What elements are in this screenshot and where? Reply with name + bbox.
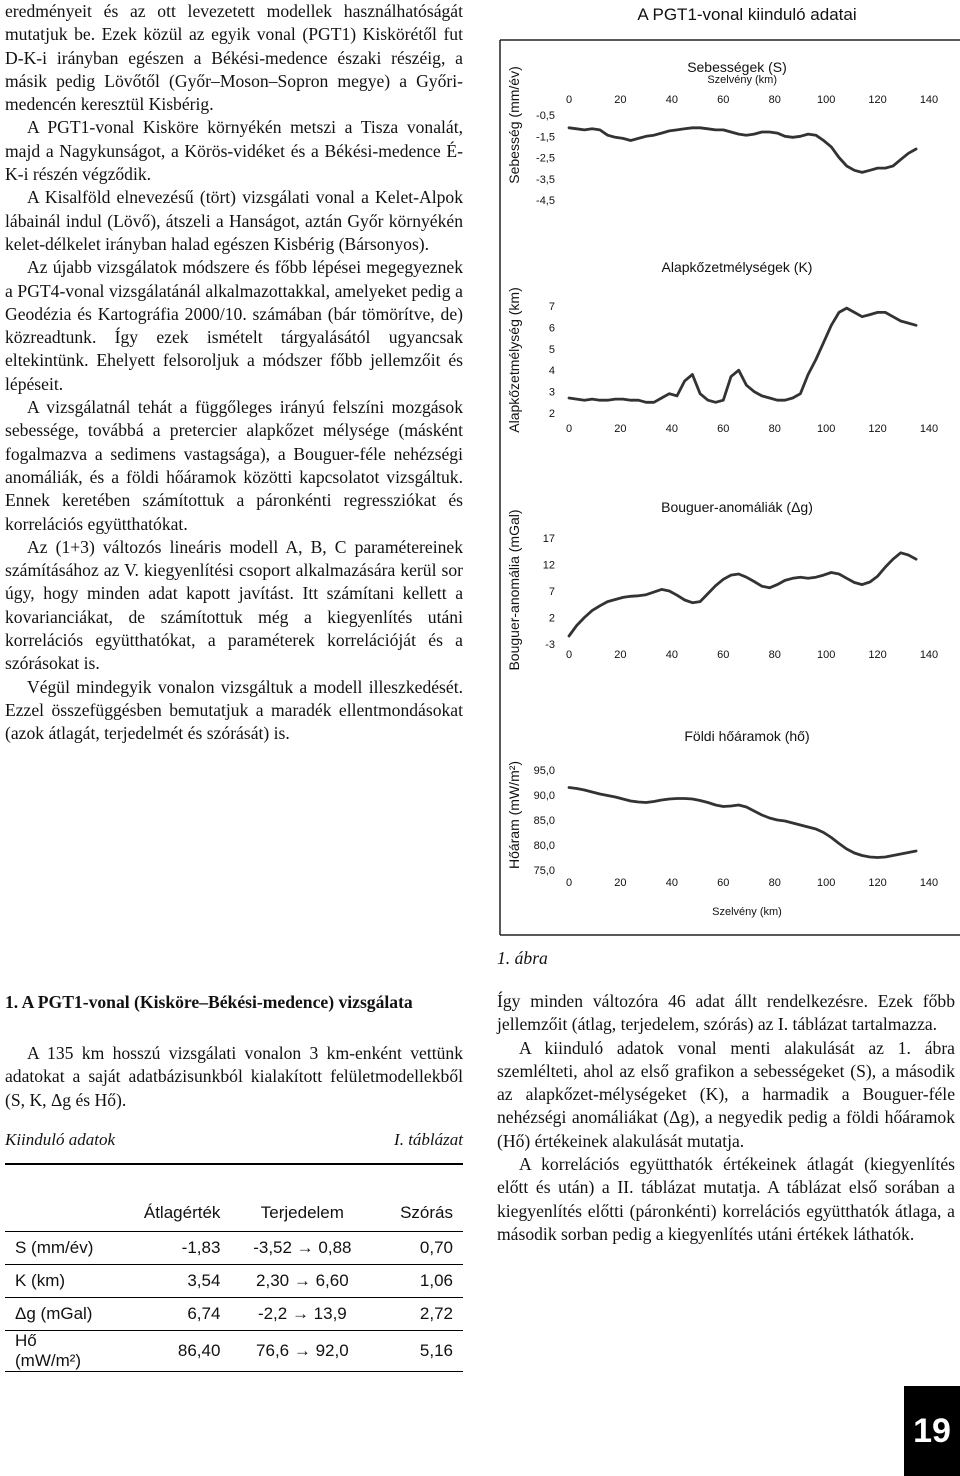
figure-1: [497, 0, 960, 940]
page-number: 19: [904, 1386, 960, 1476]
paragraph: Az újabb vizsgálatok módszere és főbb lépései megegyeznek a PGT4-vonal vizsgálatánál alkalmazottakkal, amelyeket pedig a Geodézia és Kartográfia 2000/10. számában (bár tömörítve, de) közreadtunk. Így ezek ismételt tárgyalásától ugyancsak eltekintünk. Ehelyett felsoroljuk a módszer főbb jellemzőit és lépéseit.: [5, 257, 463, 394]
table-cell: 6,74: [187, 1304, 221, 1323]
table-cell: 2,72: [419, 1304, 453, 1323]
chart-title: Sebességek (S): [687, 59, 787, 75]
table-header-cell: Terjedelem: [260, 1203, 344, 1222]
left-text-column: [5, 0, 463, 746]
table-cell: 1,06: [419, 1271, 453, 1290]
y-tick-label: 12: [542, 559, 555, 572]
table-row: [5, 1331, 463, 1372]
series-line: [569, 788, 916, 858]
table-row: [5, 1265, 463, 1298]
x-tick-label: 40: [665, 94, 678, 106]
x-tick-label: 60: [717, 94, 730, 106]
x-tick-label: 40: [665, 877, 678, 889]
table-cell: 5,16: [419, 1341, 453, 1360]
x-tick-label: 120: [868, 423, 887, 435]
x-tick-label: 40: [665, 423, 678, 435]
y-tick-label: -0,5: [536, 110, 555, 122]
x-tick-label: 60: [717, 423, 730, 435]
series-line: [569, 308, 916, 402]
x-tick-label: 80: [768, 877, 781, 889]
table-row: [5, 1298, 463, 1331]
y-tick-label: -3: [545, 639, 555, 651]
y-axis-label: Bouguer-anomália (mGal): [506, 509, 522, 671]
x-tick-label: 100: [816, 423, 836, 435]
y-axis-label: Hőáram (mW/m²): [506, 760, 522, 870]
x-tick-label: 20: [614, 423, 627, 435]
x-tick-label: 140: [919, 94, 939, 106]
x-tick-label: 80: [768, 649, 781, 661]
x-tick-label: 140: [919, 877, 939, 889]
table-cell: Δg (mGal): [15, 1304, 93, 1323]
table-row: [5, 1232, 463, 1265]
table-cell: 2,30 → 6,60: [256, 1271, 349, 1290]
section-heading: 1. A PGT1-vonal (Kisköre–Békési-medence) vizsgálata: [5, 992, 413, 1012]
chart-panels: [506, 59, 938, 889]
y-tick-label: 85,0: [533, 815, 555, 827]
paragraph: Az (1+3) változós lineáris modell A, B, C paramétereinek számításához az V. kiegyenlítési csoport alkalmazására kerül sor úgy, hogy minden adat kapott javítást. Itt számítani kellett a kovarianciákat, de számítottuk még a kiegyenlítés utáni korrelációs együtthatókat, a paraméterek korrelációját és a szórásokat is.: [5, 536, 463, 674]
x-tick-label: 100: [816, 94, 836, 106]
right-text-column: [497, 990, 955, 1246]
y-tick-label: 7: [548, 586, 555, 598]
table-cell: 76,6 → 92,0: [256, 1341, 349, 1360]
x-tick-label: 140: [919, 423, 939, 435]
table-cell: 0,70: [419, 1238, 453, 1257]
table-cell: S (mm/év): [15, 1238, 94, 1257]
table-caption-row: [5, 1130, 463, 1150]
x-tick-label: 20: [614, 877, 627, 889]
y-tick-label: 90,0: [533, 790, 555, 802]
y-tick-label: 6: [548, 322, 555, 335]
paragraph: A vizsgálatnál tehát a függőleges irányú felszíni mozgások sebessége, továbbá a pretercier alapkőzet mélysége (másként fogalmazva a sedimens vastagsága), a Bouguer-féle nehézségi anomáliák, és a földi hőáramok közötti kapcsolatot vizsgáltuk. Ennek keretében számítottuk a páronkénti regressziókat és korrelációs együtthatókat.: [5, 397, 463, 534]
x-tick-label: 140: [919, 649, 939, 661]
x-tick-label: 20: [614, 649, 627, 661]
y-tick-label: -3,5: [536, 173, 555, 186]
table-cell: 3,54: [187, 1271, 221, 1290]
y-tick-label: -4,5: [536, 195, 555, 207]
y-tick-label: 5: [548, 343, 555, 356]
x-tick-label: 60: [717, 649, 730, 661]
series-line: [569, 128, 916, 173]
x-tick-label: 80: [768, 423, 781, 435]
statistics-table: [5, 1163, 463, 1372]
table-cell: K (km): [15, 1271, 66, 1290]
chart-title: Földi hőáramok (hő): [684, 728, 810, 744]
table-cell: Hő (mW/m²): [15, 1331, 82, 1370]
y-tick-label: 2: [548, 408, 555, 420]
paragraph: Végül mindegyik vonalon vizsgáltuk a modell illeszkedését. Ezzel összefüggésben bemutatjuk a maradék ellentmondásokat (azok átlagát, terjedelmét és szórását) is.: [5, 676, 463, 744]
table-caption-left: Kiinduló adatok: [5, 1130, 116, 1149]
x-tick-label: 0: [565, 423, 573, 435]
table-header-cell: Átlagérték: [143, 1203, 221, 1222]
figure-label: 1. ábra: [497, 948, 548, 968]
y-tick-label: 17: [542, 533, 555, 545]
x-tick-label: 120: [868, 94, 887, 106]
y-tick-label: 7: [548, 301, 555, 313]
x-tick-label: 60: [717, 877, 730, 889]
y-axis-label: Alapkőzetmélység (km): [506, 287, 522, 433]
x-tick-label: 0: [565, 649, 573, 661]
x-unit-top: Szelvény (km): [707, 74, 777, 86]
x-tick-label: 0: [565, 94, 573, 106]
table-header-cell: [5, 1164, 113, 1232]
chart-title: Bouguer-anomáliák (Δg): [661, 499, 813, 515]
paragraph: A kiinduló adatok vonal menti alakulását az 1. ábra szemlélteti, ahol az első grafikon a sebességeket (S), a második az alapkőzet-mélységeket (K), a harmadik a Bouguer-féle nehézségi anomáliákat (Δg), a negyedik pedig a földi hőáramok (Hő) értékeinek alakulását mutatja.: [497, 1037, 955, 1151]
x-tick-label: 20: [614, 94, 627, 106]
y-tick-label: -1,5: [536, 131, 555, 144]
paragraph: A PGT1-vonal Kisköre környékén metszi a Tisza vonalát, majd a Nagykunságot, a Körös-vidéket és a Békési-medence É-K-i részén végződik.: [5, 117, 463, 185]
paragraph: A Kisalföld elnevezésű (tört) vizsgálati vonal a Kelet-Alpok lábainál indul (Lövő), átszeli a Hanságot, aztán Győr környékén kelet-délkelet irányban halad egészen Kisbérig (Bársonyos).: [5, 187, 463, 254]
chart-title: Alapkőzetmélységek (K): [661, 259, 813, 275]
y-tick-label: 3: [548, 386, 555, 399]
y-tick-label: 95,0: [533, 765, 555, 777]
y-tick-label: 2: [548, 612, 555, 625]
table-cell: -2,2 → 13,9: [257, 1304, 347, 1323]
y-tick-label: 4: [548, 365, 555, 378]
y-tick-label: 75,0: [533, 865, 555, 877]
table-cell: -1,83: [181, 1238, 221, 1257]
paragraph: A korrelációs együtthatók értékeinek átlagát (kiegyenlítés előtt és után) a II. táblázat mutatja. A táblázat első sorában a kiegyenlítés előtti (páronkénti) korrelációs együtthatók átlaga, a második sorban pedig a kiegyenlítés utáni értékek láthatók.: [497, 1154, 955, 1244]
figure-title: A PGT1-vonal kiinduló adatai: [637, 5, 857, 24]
x-tick-label: 0: [565, 877, 573, 889]
x-tick-label: 100: [816, 649, 836, 661]
paragraph: Így minden változóra 46 adat állt rendelkezésre. Ezek főbb jellemzőit (átlag, terjedelem, szórás) az I. táblázat tartalmazza.: [497, 991, 955, 1035]
figure-svg: [497, 0, 960, 940]
y-tick-label: 80,0: [533, 840, 555, 852]
x-tick-label: 120: [868, 649, 887, 661]
x-tick-label: 120: [868, 877, 887, 889]
table-header-row: [5, 1164, 463, 1232]
y-tick-label: -2,5: [536, 152, 555, 165]
series-line: [569, 553, 916, 636]
x-tick-label: 40: [665, 649, 678, 661]
table-cell: -3,52 → 0,88: [253, 1238, 352, 1257]
x-tick-label: 100: [816, 877, 836, 889]
table-header-cell: Szórás: [400, 1203, 453, 1222]
table-cell: 86,40: [177, 1341, 221, 1360]
paragraph: A 135 km hosszú vizsgálati vonalon 3 km-enként vettünk adatokat a saját adatbázisunkból kialakított felületmodellekből (S, K, Δg és Hő).: [5, 1043, 463, 1110]
table-caption-right: I. táblázat: [394, 1130, 463, 1149]
y-axis-label: Sebesség (mm/év): [506, 66, 522, 184]
section-lead: [5, 1042, 463, 1112]
x-unit-bottom: Szelvény (km): [712, 906, 782, 918]
x-tick-label: 80: [768, 94, 781, 106]
paragraph: eredményeit és az ott levezetett modellek használhatóságát mutatjuk be. Ezek közül az egyik vonal (PGT1) Kiskörétől fut D-K-i irányban egészen a Békési-medence északi részéig, a másik pedig Lövőtől (Győr–Moson–Sopron megye) a Győri-medencén keresztül Kisbérig.: [5, 1, 463, 115]
